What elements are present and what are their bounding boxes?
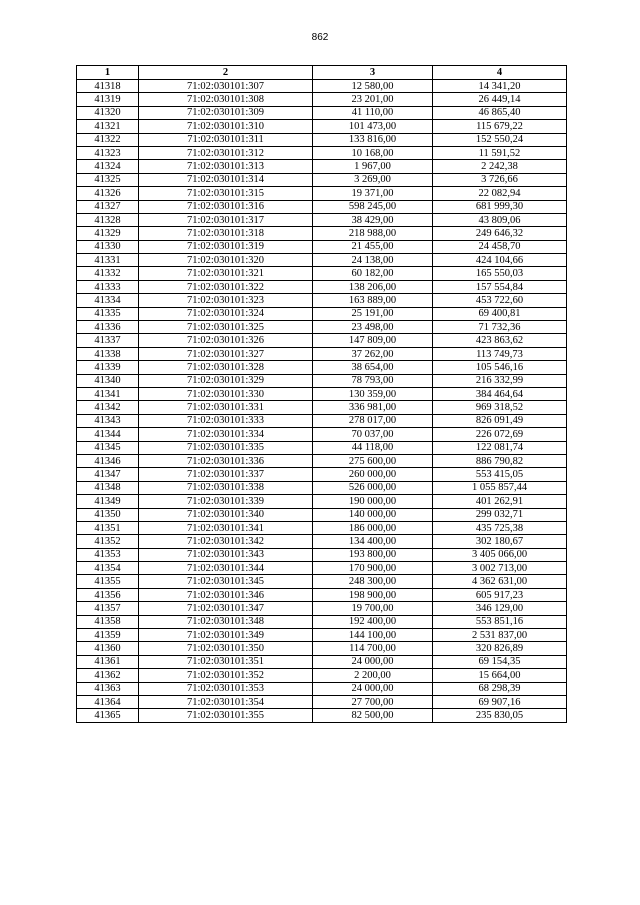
cadastral-value-cell: 113 749,73 <box>433 347 567 360</box>
cadastral-value-cell: 299 032,71 <box>433 508 567 521</box>
row-number-cell: 41333 <box>77 280 139 293</box>
cadastral-value-cell: 14 341,20 <box>433 80 567 93</box>
table-row <box>77 133 567 146</box>
value-cell: 2 200,00 <box>313 669 433 682</box>
cadastral-value-cell: 3 002 713,00 <box>433 562 567 575</box>
table-row <box>77 615 567 628</box>
cadastral-value-cell: 2 242,38 <box>433 160 567 173</box>
cadastral-value-cell: 424 104,66 <box>433 254 567 267</box>
cadastral-number-cell: 71:02:030101:327 <box>139 347 313 360</box>
cadastral-value-cell: 152 550,24 <box>433 133 567 146</box>
row-number-cell: 41345 <box>77 441 139 454</box>
cadastral-value-cell: 423 863,62 <box>433 334 567 347</box>
value-cell: 23 201,00 <box>313 93 433 106</box>
cadastral-number-cell: 71:02:030101:318 <box>139 227 313 240</box>
table-body <box>77 80 567 723</box>
value-cell: 114 700,00 <box>313 642 433 655</box>
cadastral-number-cell: 71:02:030101:313 <box>139 160 313 173</box>
table-row <box>77 588 567 601</box>
cadastral-value-cell: 68 298,39 <box>433 682 567 695</box>
cadastral-value-cell: 43 809,06 <box>433 213 567 226</box>
cadastral-value-cell: 553 851,16 <box>433 615 567 628</box>
table-row <box>77 401 567 414</box>
table-row <box>77 535 567 548</box>
cadastral-value-cell: 1 055 857,44 <box>433 481 567 494</box>
value-cell: 248 300,00 <box>313 575 433 588</box>
table-row <box>77 374 567 387</box>
value-cell: 25 191,00 <box>313 307 433 320</box>
cadastral-value-cell: 71 732,36 <box>433 321 567 334</box>
value-cell: 24 000,00 <box>313 655 433 668</box>
value-cell: 82 500,00 <box>313 709 433 722</box>
cadastral-number-cell: 71:02:030101:337 <box>139 468 313 481</box>
cadastral-value-cell: 346 129,00 <box>433 602 567 615</box>
cadastral-number-cell: 71:02:030101:312 <box>139 146 313 159</box>
value-cell: 218 988,00 <box>313 227 433 240</box>
cadastral-value-cell: 320 826,89 <box>433 642 567 655</box>
row-number-cell: 41350 <box>77 508 139 521</box>
row-number-cell: 41330 <box>77 240 139 253</box>
cadastral-number-cell: 71:02:030101:320 <box>139 254 313 267</box>
cadastral-value-table <box>76 65 567 723</box>
row-number-cell: 41347 <box>77 468 139 481</box>
row-number-cell: 41352 <box>77 535 139 548</box>
cadastral-number-cell: 71:02:030101:339 <box>139 495 313 508</box>
table-row <box>77 240 567 253</box>
row-number-cell: 41362 <box>77 669 139 682</box>
table-row <box>77 602 567 615</box>
cadastral-number-cell: 71:02:030101:311 <box>139 133 313 146</box>
table-row <box>77 146 567 159</box>
table-row <box>77 227 567 240</box>
cadastral-number-cell: 71:02:030101:307 <box>139 80 313 93</box>
cadastral-number-cell: 71:02:030101:308 <box>139 93 313 106</box>
row-number-cell: 41342 <box>77 401 139 414</box>
cadastral-value-cell: 401 262,91 <box>433 495 567 508</box>
row-number-cell: 41351 <box>77 521 139 534</box>
cadastral-number-cell: 71:02:030101:309 <box>139 106 313 119</box>
table-row <box>77 468 567 481</box>
table-row <box>77 454 567 467</box>
cadastral-value-cell: 384 464,64 <box>433 387 567 400</box>
cadastral-number-cell: 71:02:030101:316 <box>139 200 313 213</box>
cadastral-value-cell: 115 679,22 <box>433 120 567 133</box>
row-number-cell: 41337 <box>77 334 139 347</box>
cadastral-number-cell: 71:02:030101:335 <box>139 441 313 454</box>
cadastral-value-cell: 69 907,16 <box>433 695 567 708</box>
table-row <box>77 213 567 226</box>
table-row <box>77 93 567 106</box>
row-number-cell: 41349 <box>77 495 139 508</box>
value-cell: 598 245,00 <box>313 200 433 213</box>
table-row <box>77 642 567 655</box>
cadastral-value-cell: 235 830,05 <box>433 709 567 722</box>
row-number-cell: 41363 <box>77 682 139 695</box>
cadastral-value-cell: 681 999,30 <box>433 200 567 213</box>
value-cell: 24 138,00 <box>313 254 433 267</box>
value-cell: 147 809,00 <box>313 334 433 347</box>
table-row <box>77 254 567 267</box>
row-number-cell: 41348 <box>77 481 139 494</box>
row-number-cell: 41327 <box>77 200 139 213</box>
value-cell: 23 498,00 <box>313 321 433 334</box>
value-cell: 275 600,00 <box>313 454 433 467</box>
cadastral-value-cell: 886 790,82 <box>433 454 567 467</box>
value-cell: 190 000,00 <box>313 495 433 508</box>
cadastral-number-cell: 71:02:030101:323 <box>139 294 313 307</box>
table-row <box>77 120 567 133</box>
row-number-cell: 41343 <box>77 414 139 427</box>
table-row <box>77 267 567 280</box>
page-number: 862 <box>311 32 329 43</box>
row-number-cell: 41341 <box>77 387 139 400</box>
table-row <box>77 575 567 588</box>
table-row <box>77 361 567 374</box>
value-cell: 38 429,00 <box>313 213 433 226</box>
column-header-3: 3 <box>313 66 433 80</box>
cadastral-number-cell: 71:02:030101:355 <box>139 709 313 722</box>
value-cell: 144 100,00 <box>313 629 433 642</box>
cadastral-number-cell: 71:02:030101:354 <box>139 695 313 708</box>
cadastral-number-cell: 71:02:030101:325 <box>139 321 313 334</box>
table-row <box>77 709 567 722</box>
cadastral-number-cell: 71:02:030101:330 <box>139 387 313 400</box>
cadastral-value-cell: 15 664,00 <box>433 669 567 682</box>
row-number-cell: 41346 <box>77 454 139 467</box>
row-number-cell: 41318 <box>77 80 139 93</box>
value-cell: 70 037,00 <box>313 428 433 441</box>
value-cell: 41 110,00 <box>313 106 433 119</box>
table-row <box>77 481 567 494</box>
cadastral-value-cell: 26 449,14 <box>433 93 567 106</box>
cadastral-number-cell: 71:02:030101:314 <box>139 173 313 186</box>
cadastral-number-cell: 71:02:030101:346 <box>139 588 313 601</box>
table-row <box>77 280 567 293</box>
cadastral-value-cell: 969 318,52 <box>433 401 567 414</box>
cadastral-value-cell: 69 154,35 <box>433 655 567 668</box>
row-number-cell: 41325 <box>77 173 139 186</box>
table-row <box>77 80 567 93</box>
value-cell: 24 000,00 <box>313 682 433 695</box>
cadastral-number-cell: 71:02:030101:351 <box>139 655 313 668</box>
row-number-cell: 41332 <box>77 267 139 280</box>
value-cell: 101 473,00 <box>313 120 433 133</box>
cadastral-value-cell: 605 917,23 <box>433 588 567 601</box>
table-row <box>77 562 567 575</box>
value-cell: 130 359,00 <box>313 387 433 400</box>
table-row <box>77 414 567 427</box>
cadastral-number-cell: 71:02:030101:338 <box>139 481 313 494</box>
value-cell: 78 793,00 <box>313 374 433 387</box>
cadastral-number-cell: 71:02:030101:340 <box>139 508 313 521</box>
cadastral-number-cell: 71:02:030101:349 <box>139 629 313 642</box>
table-row <box>77 160 567 173</box>
cadastral-number-cell: 71:02:030101:331 <box>139 401 313 414</box>
cadastral-value-cell: 46 865,40 <box>433 106 567 119</box>
row-number-cell: 41328 <box>77 213 139 226</box>
table-row <box>77 629 567 642</box>
value-cell: 19 700,00 <box>313 602 433 615</box>
row-number-cell: 41326 <box>77 187 139 200</box>
value-cell: 193 800,00 <box>313 548 433 561</box>
cadastral-number-cell: 71:02:030101:353 <box>139 682 313 695</box>
cadastral-number-cell: 71:02:030101:315 <box>139 187 313 200</box>
cadastral-number-cell: 71:02:030101:350 <box>139 642 313 655</box>
table-row <box>77 695 567 708</box>
cadastral-number-cell: 71:02:030101:333 <box>139 414 313 427</box>
cadastral-value-cell: 435 725,38 <box>433 521 567 534</box>
table-row <box>77 200 567 213</box>
value-cell: 163 889,00 <box>313 294 433 307</box>
cadastral-number-cell: 71:02:030101:321 <box>139 267 313 280</box>
cadastral-number-cell: 71:02:030101:319 <box>139 240 313 253</box>
cadastral-number-cell: 71:02:030101:348 <box>139 615 313 628</box>
column-header-1: 1 <box>77 66 139 80</box>
cadastral-number-cell: 71:02:030101:345 <box>139 575 313 588</box>
cadastral-value-cell: 216 332,99 <box>433 374 567 387</box>
cadastral-value-cell: 157 554,84 <box>433 280 567 293</box>
row-number-cell: 41356 <box>77 588 139 601</box>
value-cell: 27 700,00 <box>313 695 433 708</box>
value-cell: 37 262,00 <box>313 347 433 360</box>
cadastral-value-cell: 826 091,49 <box>433 414 567 427</box>
table-header-row <box>77 66 567 80</box>
value-cell: 336 981,00 <box>313 401 433 414</box>
cadastral-value-cell: 105 546,16 <box>433 361 567 374</box>
row-number-cell: 41358 <box>77 615 139 628</box>
value-cell: 186 000,00 <box>313 521 433 534</box>
table-row <box>77 428 567 441</box>
row-number-cell: 41361 <box>77 655 139 668</box>
cadastral-value-cell: 165 550,03 <box>433 267 567 280</box>
cadastral-value-cell: 24 458,70 <box>433 240 567 253</box>
cadastral-value-cell: 453 722,60 <box>433 294 567 307</box>
cadastral-number-cell: 71:02:030101:322 <box>139 280 313 293</box>
cadastral-value-cell: 2 531 837,00 <box>433 629 567 642</box>
row-number-cell: 41331 <box>77 254 139 267</box>
value-cell: 134 400,00 <box>313 535 433 548</box>
table-row <box>77 387 567 400</box>
row-number-cell: 41359 <box>77 629 139 642</box>
value-cell: 3 269,00 <box>313 173 433 186</box>
cadastral-number-cell: 71:02:030101:324 <box>139 307 313 320</box>
value-cell: 198 900,00 <box>313 588 433 601</box>
cadastral-value-cell: 122 081,74 <box>433 441 567 454</box>
value-cell: 1 967,00 <box>313 160 433 173</box>
value-cell: 526 000,00 <box>313 481 433 494</box>
value-cell: 278 017,00 <box>313 414 433 427</box>
cadastral-value-cell: 249 646,32 <box>433 227 567 240</box>
row-number-cell: 41319 <box>77 93 139 106</box>
table-row <box>77 347 567 360</box>
table-row <box>77 106 567 119</box>
row-number-cell: 41354 <box>77 562 139 575</box>
row-number-cell: 41329 <box>77 227 139 240</box>
value-cell: 260 000,00 <box>313 468 433 481</box>
cadastral-value-cell: 226 072,69 <box>433 428 567 441</box>
cadastral-value-cell: 3 405 066,00 <box>433 548 567 561</box>
table-row <box>77 441 567 454</box>
row-number-cell: 41344 <box>77 428 139 441</box>
row-number-cell: 41353 <box>77 548 139 561</box>
table-row <box>77 321 567 334</box>
row-number-cell: 41339 <box>77 361 139 374</box>
cadastral-number-cell: 71:02:030101:329 <box>139 374 313 387</box>
table-row <box>77 655 567 668</box>
cadastral-value-cell: 69 400,81 <box>433 307 567 320</box>
row-number-cell: 41357 <box>77 602 139 615</box>
row-number-cell: 41321 <box>77 120 139 133</box>
value-cell: 21 455,00 <box>313 240 433 253</box>
table-row <box>77 548 567 561</box>
cadastral-number-cell: 71:02:030101:328 <box>139 361 313 374</box>
table-row <box>77 294 567 307</box>
value-cell: 12 580,00 <box>313 80 433 93</box>
cadastral-number-cell: 71:02:030101:342 <box>139 535 313 548</box>
table-row <box>77 334 567 347</box>
cadastral-number-cell: 71:02:030101:341 <box>139 521 313 534</box>
table-row <box>77 307 567 320</box>
cadastral-number-cell: 71:02:030101:326 <box>139 334 313 347</box>
row-number-cell: 41320 <box>77 106 139 119</box>
cadastral-number-cell: 71:02:030101:343 <box>139 548 313 561</box>
cadastral-number-cell: 71:02:030101:336 <box>139 454 313 467</box>
row-number-cell: 41335 <box>77 307 139 320</box>
value-cell: 133 816,00 <box>313 133 433 146</box>
row-number-cell: 41324 <box>77 160 139 173</box>
table-row <box>77 669 567 682</box>
value-cell: 60 182,00 <box>313 267 433 280</box>
column-header-4: 4 <box>433 66 567 80</box>
row-number-cell: 41364 <box>77 695 139 708</box>
table-row <box>77 508 567 521</box>
row-number-cell: 41334 <box>77 294 139 307</box>
value-cell: 170 900,00 <box>313 562 433 575</box>
table-row <box>77 173 567 186</box>
cadastral-number-cell: 71:02:030101:344 <box>139 562 313 575</box>
value-cell: 44 118,00 <box>313 441 433 454</box>
value-cell: 19 371,00 <box>313 187 433 200</box>
row-number-cell: 41365 <box>77 709 139 722</box>
row-number-cell: 41336 <box>77 321 139 334</box>
value-cell: 38 654,00 <box>313 361 433 374</box>
table-row <box>77 495 567 508</box>
cadastral-value-cell: 4 362 631,00 <box>433 575 567 588</box>
table-row <box>77 682 567 695</box>
row-number-cell: 41360 <box>77 642 139 655</box>
value-cell: 140 000,00 <box>313 508 433 521</box>
cadastral-value-cell: 22 082,94 <box>433 187 567 200</box>
cadastral-value-cell: 3 726,66 <box>433 173 567 186</box>
cadastral-value-cell: 553 415,05 <box>433 468 567 481</box>
row-number-cell: 41340 <box>77 374 139 387</box>
value-cell: 10 168,00 <box>313 146 433 159</box>
cadastral-value-cell: 302 180,67 <box>433 535 567 548</box>
row-number-cell: 41338 <box>77 347 139 360</box>
row-number-cell: 41355 <box>77 575 139 588</box>
value-cell: 192 400,00 <box>313 615 433 628</box>
row-number-cell: 41323 <box>77 146 139 159</box>
cadastral-number-cell: 71:02:030101:352 <box>139 669 313 682</box>
cadastral-number-cell: 71:02:030101:317 <box>139 213 313 226</box>
cadastral-number-cell: 71:02:030101:334 <box>139 428 313 441</box>
table-row <box>77 521 567 534</box>
column-header-2: 2 <box>139 66 313 80</box>
table-row <box>77 187 567 200</box>
cadastral-number-cell: 71:02:030101:347 <box>139 602 313 615</box>
cadastral-value-cell: 11 591,52 <box>433 146 567 159</box>
row-number-cell: 41322 <box>77 133 139 146</box>
cadastral-number-cell: 71:02:030101:310 <box>139 120 313 133</box>
value-cell: 138 206,00 <box>313 280 433 293</box>
